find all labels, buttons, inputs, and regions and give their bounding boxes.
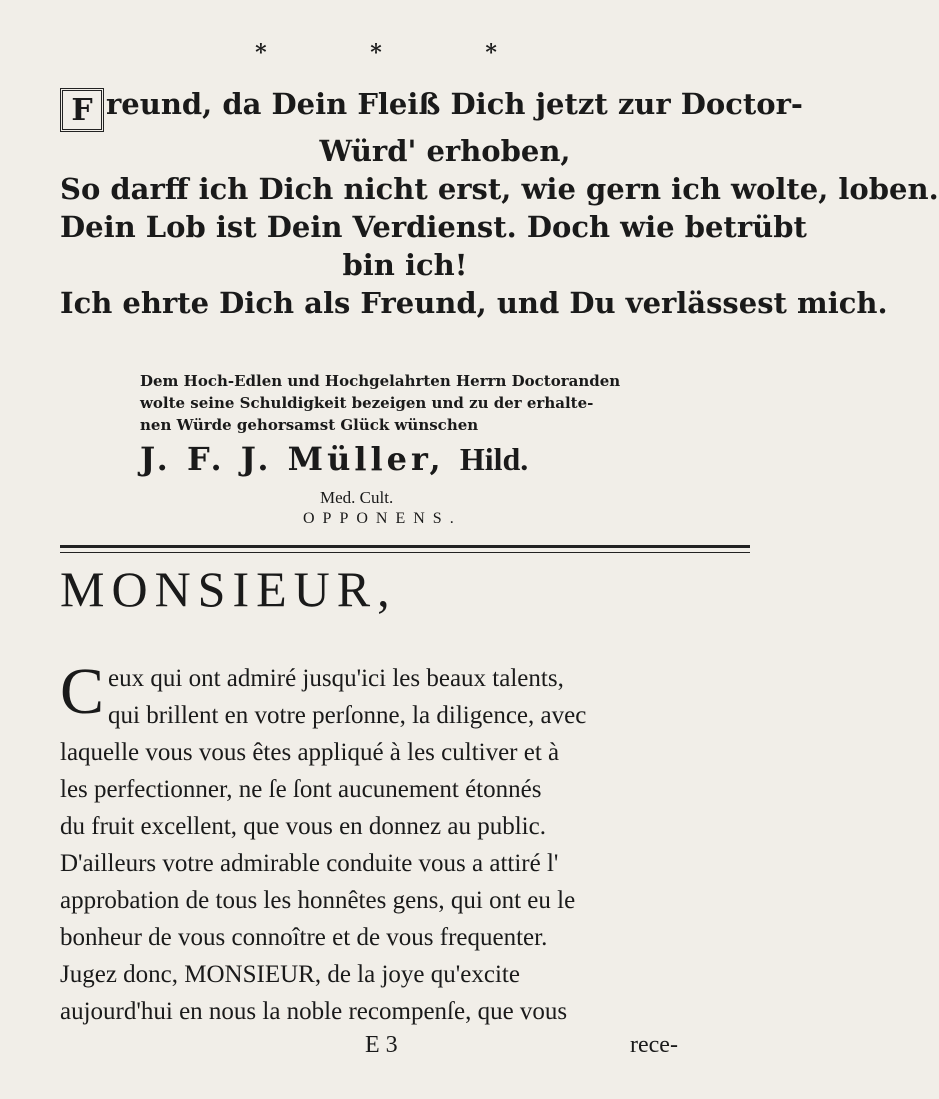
poem-line-2: Würd' erhoben, bbox=[319, 134, 571, 168]
signature-mark: E 3 bbox=[365, 1032, 398, 1058]
author-line bbox=[140, 440, 700, 478]
poem-dropcap: F bbox=[60, 88, 104, 132]
dedication-line-3: nen Würde gehorsamst Glück wünschen bbox=[140, 416, 479, 434]
poem-line-1-text: reund, da Dein Fleiß Dich jetzt zur Doctor- bbox=[106, 87, 803, 121]
letter-line-4: les perfectionner, ne ſe ſont aucunement étonnés bbox=[60, 776, 542, 803]
letter-line-5: du fruit excellent, que vous en donnez au public. bbox=[60, 813, 546, 840]
poem-line-3: So darff ich Dich nicht erst, wie gern ich wolte, loben. bbox=[60, 172, 939, 206]
letter-line-10: aujourd'hui en nous la noble recompenſe, que vous bbox=[60, 998, 568, 1025]
dedication-text bbox=[140, 370, 700, 436]
author-origin: Hild. bbox=[459, 441, 529, 477]
author-name: J. F. J. Müller, bbox=[140, 440, 445, 478]
letter-line-6: D'ailleurs votre admirable conduite vous a attiré l' bbox=[60, 850, 559, 877]
letter-line-1: eux qui ont admiré jusqu'ici les beaux talents, bbox=[108, 665, 564, 692]
dedication-line-1: Dem Hoch-Edlen und Hochgelahrten Herrn Doctoranden bbox=[140, 372, 621, 390]
section-divider bbox=[60, 545, 750, 553]
dedication-line-2: wolte seine Schuldigkeit bezeigen und zu der erhalte- bbox=[140, 394, 594, 412]
letter-line-9: Jugez donc, MONSIEUR, de la joye qu'excite bbox=[60, 961, 520, 988]
ornament-stars: * * * bbox=[255, 40, 545, 66]
letter-line-7: approbation de tous les honnêtes gens, qui ont eu le bbox=[60, 887, 576, 914]
poem-line-1 bbox=[60, 85, 803, 132]
catchword: rece- bbox=[630, 1032, 678, 1058]
letter-dropcap: C bbox=[60, 655, 105, 728]
letter-line-8: bonheur de vous connoître et de vous frequenter. bbox=[60, 924, 548, 951]
letter-line-2: qui brillent en votre perſonne, la diligence, avec bbox=[108, 702, 587, 729]
letter-body bbox=[60, 655, 760, 1030]
salutation: MONSIEUR, bbox=[60, 561, 397, 617]
dedicatory-poem bbox=[60, 85, 939, 322]
poem-line-4: Dein Lob ist Dein Verdienst. Doch wie betrübt bbox=[60, 210, 807, 244]
poem-line-5: bin ich! bbox=[342, 248, 468, 282]
author-role: OPPONENS. bbox=[303, 510, 462, 527]
author-degree: Med. Cult. bbox=[320, 488, 394, 507]
poem-line-6: Ich ehrte Dich als Freund, und Du verlässest mich. bbox=[60, 286, 888, 320]
letter-line-3: laquelle vous vous êtes appliqué à les cultiver et à bbox=[60, 739, 560, 766]
